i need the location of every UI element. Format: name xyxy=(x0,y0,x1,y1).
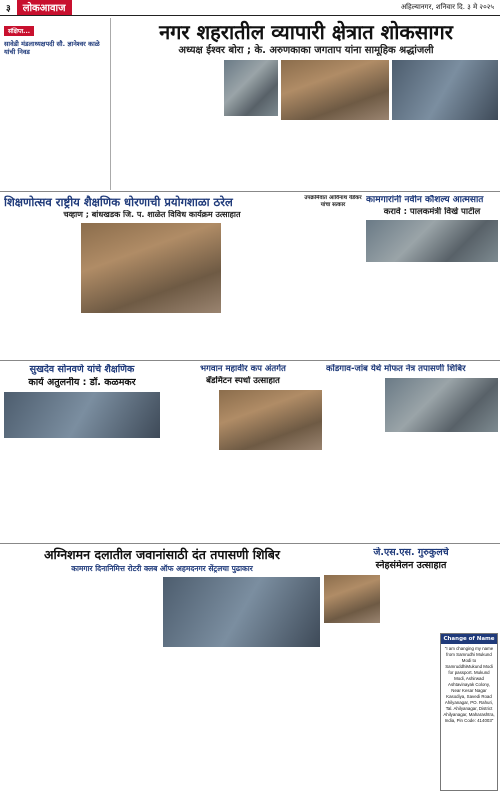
lead-body-text-3 xyxy=(224,118,278,188)
badminton-body-text-1 xyxy=(164,390,216,540)
kondgav-body-text-1 xyxy=(326,378,382,540)
dateline: अहिल्यानगर, शनिवार दि. ३ मे २०२५ xyxy=(400,2,494,11)
lead-photo-1 xyxy=(224,60,278,116)
kamgar-subhead: करावे : पालकमंत्री विखे पाटील xyxy=(383,207,481,217)
lead-headline: नगर शहरातील व्यापारी क्षेत्रात शोकसागर xyxy=(159,20,453,44)
education-photo xyxy=(81,223,221,313)
column-divider xyxy=(110,18,111,190)
kamgar-photo xyxy=(366,220,498,262)
education-body-text-2 xyxy=(224,223,300,318)
lead-body-text-2 xyxy=(169,60,221,188)
sonavane-headline-2: कार्य अतुलनीय : डॉ. कळमकर xyxy=(28,377,136,388)
badminton-photo xyxy=(219,390,322,450)
fire-body-text-2 xyxy=(57,577,107,791)
kondgav-photo xyxy=(385,378,498,432)
briefs-tag: संक्षिप्त... xyxy=(4,26,34,36)
change-of-name-ad xyxy=(440,633,498,791)
kamgar-body-text-2 xyxy=(433,264,498,358)
lead-photo-3 xyxy=(392,60,498,120)
side-story-headline: उपक्रमिवात आविनाथ येडेकर यांचा सत्कार xyxy=(304,195,362,208)
briefs-headline: सावेडी मंडलाध्यक्षपदी सौ. ज्ञानेश्वर काळे यांची निवड xyxy=(4,40,100,56)
gurukul-photo xyxy=(324,575,380,623)
kamgar-headline: कामगारांनी नवीन कौशल्य आत्मसात xyxy=(366,195,484,205)
lead-subhead: अध्यक्ष ईश्वर बोरा ; के. अरुणकाका जगताप यांना सामूहिक श्रद्धांजली xyxy=(178,45,434,56)
gurukul-headline-2: स्नेहसंमेलन उत्साहात xyxy=(375,560,447,571)
badminton-headline: भगवान महावीर कप अंतर्गत xyxy=(200,364,286,374)
fire-headline: अग्निशमन दलातील जवानांसाठी दंत तपासणी शिबिर xyxy=(43,547,281,562)
fire-body-text-6 xyxy=(269,650,320,791)
page-number: ३ xyxy=(6,3,11,14)
kondgav-body-text-2 xyxy=(385,434,440,540)
fire-subhead: कामगार दिनानिमित्त रोटरी क्लब ऑफ अहमदनगर सेंट्रलचा पुढाकार xyxy=(71,564,253,573)
gurukul-body-text-4 xyxy=(383,633,437,791)
lead-body-text-6 xyxy=(427,122,497,188)
gurukul-body-text-3 xyxy=(440,575,498,631)
section-divider xyxy=(0,543,500,544)
fire-body-text-3 xyxy=(110,577,160,791)
section-divider xyxy=(0,191,500,192)
fire-body-text-4 xyxy=(163,650,213,791)
badminton-body-text-2 xyxy=(219,452,269,540)
lead-body-text-4 xyxy=(281,122,351,188)
change-of-name-title: Change of Name xyxy=(441,634,497,644)
side-story-body-text xyxy=(303,218,363,358)
masthead-rule xyxy=(0,15,500,16)
brand-logo: लोकआवाज xyxy=(17,0,72,15)
change-of-name-body: "I am changing my name from Samrudhi Mukund Modi to SamruddhiMukund Modi for passport. Mukund Modi, Ashirwad Ashtavinayak Colony, Near Kesar Nagar Kasodiya, Savedi Road Ahilyanagar, PO. Rahuri, Tal. Ahilyanagar, District Ahilyanagar, Maharashtra, India, Pin Code: 414003" xyxy=(443,646,495,723)
lead-body-text-1 xyxy=(114,60,166,188)
education-subhead: चव्हाण ; बांधखडक जि. प. शाळेत विविध कार्यक्रम उत्साहात xyxy=(63,210,241,219)
sonavane-body-text-1 xyxy=(4,440,80,540)
briefs-body-text xyxy=(4,58,108,198)
briefs-column xyxy=(4,18,108,198)
masthead xyxy=(0,0,500,14)
education-body-text-1 xyxy=(4,223,78,318)
gurukul-headline: जे.एस.एस. गुरुकुलचे xyxy=(373,547,449,558)
section-divider xyxy=(0,360,500,361)
fire-body-text-5 xyxy=(216,650,266,791)
gurukul-body-text-1 xyxy=(324,625,380,791)
kondgav-headline: कोंडगाव-जांब येथे मोफत नेत्र तपासणी शिबिर xyxy=(326,364,466,374)
sonavane-photo xyxy=(4,392,160,438)
sonavane-headline: सुखदेव सोनवणे यांचे शैक्षणिक xyxy=(29,364,135,375)
kondgav-body-text-3 xyxy=(443,434,498,540)
lead-photo-2 xyxy=(281,60,389,120)
sonavane-body-text-2 xyxy=(83,440,160,540)
badminton-body-text-3 xyxy=(272,452,322,540)
kamgar-body-text-1 xyxy=(366,264,430,358)
education-headline: शिक्षणोत्सव राष्ट्रीय शैक्षणिक धोरणाची प्रयोगशाळा ठरेल xyxy=(4,195,233,209)
gurukul-body-text-2 xyxy=(383,575,437,631)
badminton-headline-2: बॅडमिंटन स्पर्धा उत्साहात xyxy=(206,376,280,386)
lead-body-text-5 xyxy=(354,122,424,188)
education-body-text-3 xyxy=(4,318,300,358)
fire-body-text-1 xyxy=(4,577,54,791)
fire-photo xyxy=(163,577,320,647)
